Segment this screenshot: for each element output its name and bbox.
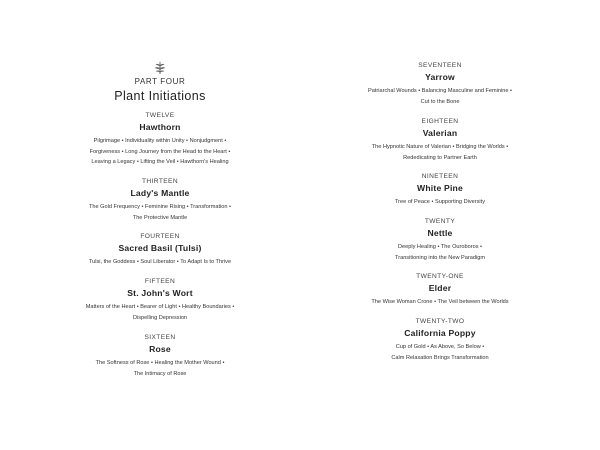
topic-line: Deeply Healing • The Ouroboros • xyxy=(397,244,483,250)
chapter-topics xyxy=(50,358,270,379)
left-column xyxy=(50,0,270,450)
chapter-topics xyxy=(330,242,550,263)
chapter-number: TWENTY xyxy=(424,218,456,225)
topic-line: Leaving a Legacy • Lifting the Veil • Hawthorn's Healing xyxy=(91,159,229,165)
topic-line: Dispelling Depression xyxy=(132,314,188,321)
topic-line: Matters of the Heart • Bearer of Light • Healthy Boundaries • xyxy=(85,304,235,310)
topic-line: Pilgrimage • Individuality within Unity • Nonjudgment • xyxy=(93,138,227,144)
chapter-topics xyxy=(50,257,270,268)
topic-line: The Intimacy of Rose xyxy=(133,370,187,377)
chapter-number: TWENTY-TWO xyxy=(415,318,465,325)
chapter-title: Hawthorn xyxy=(139,122,181,132)
chapter-number: EIGHTEEN xyxy=(421,118,459,125)
topic-line: Transitioning into the New Paradigm xyxy=(395,254,485,261)
chapter-title: St. John's Wort xyxy=(127,288,193,298)
toc-entry-twenty xyxy=(330,217,550,263)
chapter-number: SIXTEEN xyxy=(144,334,176,341)
topic-line: Rededicating to Partner Earth xyxy=(403,154,477,161)
chapter-title: Valerian xyxy=(422,128,458,138)
chapter-topics xyxy=(330,197,550,208)
chapter-title: Nettle xyxy=(427,228,453,238)
chapter-topics xyxy=(50,136,270,168)
chapter-title: White Pine xyxy=(417,183,463,193)
topic-line: The Gold Frequency • Feminine Rising • Transformation • xyxy=(88,204,232,210)
part-label: PART FOUR xyxy=(134,77,186,86)
chapter-topics xyxy=(330,86,550,107)
chapter-title: Rose xyxy=(149,344,171,354)
toc-entry-eighteen xyxy=(330,117,550,163)
chapter-topics xyxy=(330,297,550,308)
toc-entry-seventeen xyxy=(330,61,550,107)
toc-entry-twelve xyxy=(50,111,270,168)
right-column xyxy=(330,0,550,450)
topic-line: Patriarchal Wounds • Balancing Masculine and Feminine • xyxy=(367,88,513,94)
chapter-title: Lady's Mantle xyxy=(130,188,190,198)
part-title: Plant Initiations xyxy=(114,89,206,103)
chapter-number: SEVENTEEN xyxy=(418,62,462,69)
chapter-title: California Poppy xyxy=(404,328,476,338)
chapter-title: Sacred Basil (Tulsi) xyxy=(118,243,202,253)
topic-line: Cut to the Bone xyxy=(420,98,460,105)
chapter-topics xyxy=(50,202,270,223)
toc-entry-fifteen xyxy=(50,277,270,323)
chapter-topics xyxy=(50,302,270,323)
chapter-number: FOURTEEN xyxy=(140,233,180,240)
topic-line: The Wise Woman Crone • The Veil between the Worlds xyxy=(371,299,509,305)
toc-entry-fourteen xyxy=(50,232,270,268)
topic-line: The Protective Mantle xyxy=(132,214,188,221)
chapter-topics xyxy=(330,342,550,363)
chapter-number: NINETEEN xyxy=(421,173,459,180)
chapter-title: Elder xyxy=(428,283,452,293)
chapter-number: FIFTEEN xyxy=(144,278,176,285)
toc-entry-sixteen xyxy=(50,333,270,379)
toc-entry-nineteen xyxy=(330,172,550,208)
toc-entry-thirteen xyxy=(50,177,270,223)
fern-sprig-icon xyxy=(150,61,170,75)
chapter-title: Yarrow xyxy=(425,72,455,82)
chapter-number: THIRTEEN xyxy=(141,178,179,185)
topic-line: The Hypnotic Nature of Valerian • Bridging the Worlds • xyxy=(371,144,509,150)
topic-line: Cup of Gold • As Above, So Below • xyxy=(395,344,485,350)
chapter-topics xyxy=(330,142,550,163)
topic-line: Calm Relaxation Brings Transformation xyxy=(391,354,489,361)
toc-entry-twenty-two xyxy=(330,317,550,363)
topic-line: Tree of Peace • Supporting Diversity xyxy=(394,199,486,205)
chapter-number: TWENTY-ONE xyxy=(416,273,464,280)
chapter-number: TWELVE xyxy=(145,112,175,119)
toc-entry-twenty-one xyxy=(330,272,550,308)
topic-line: Tulsi, the Goddess • Soul Liberator • To Adapt Is to Thrive xyxy=(88,259,232,265)
topic-line: Forgiveness • Long Journey from the Head to the Heart • xyxy=(89,148,231,155)
topic-line: The Softness of Rose • Healing the Mother Wound • xyxy=(95,360,225,366)
